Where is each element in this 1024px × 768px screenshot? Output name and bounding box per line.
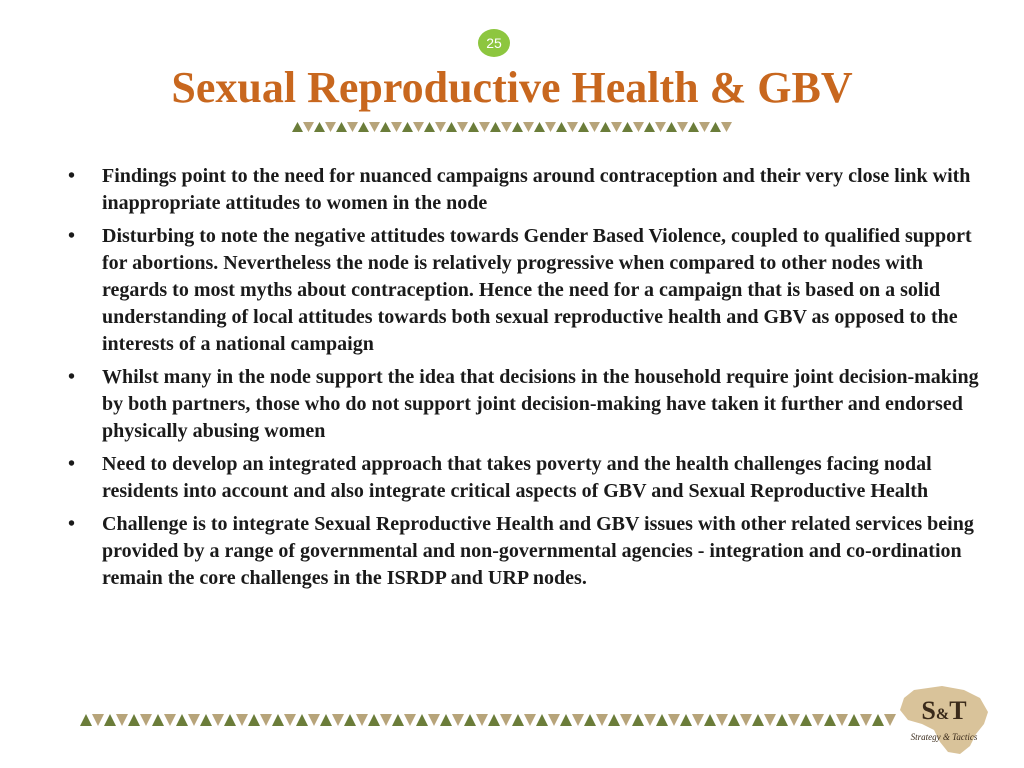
triangle-ornament	[284, 714, 296, 726]
triangle-ornament	[152, 714, 164, 726]
triangle-ornament	[358, 122, 369, 132]
triangle-ornament	[512, 714, 524, 726]
triangle-ornament	[176, 714, 188, 726]
triangle-ornament	[688, 122, 699, 132]
triangle-ornament	[413, 122, 424, 132]
triangle-ornament	[523, 122, 534, 132]
triangle-ornament	[632, 714, 644, 726]
triangle-ornament	[446, 122, 457, 132]
triangle-ornament	[764, 714, 776, 726]
triangle-ornament	[320, 714, 332, 726]
triangle-ornament	[344, 714, 356, 726]
triangle-ornament	[468, 122, 479, 132]
bullet-list	[68, 163, 988, 598]
slide-title: Sexual Reproductive Health & GBV	[171, 63, 853, 112]
triangle-ornament	[620, 714, 632, 726]
triangle-ornament	[380, 122, 391, 132]
triangle-ornament	[347, 122, 358, 132]
logo-letter-t: T	[949, 696, 967, 725]
triangle-ornament	[501, 122, 512, 132]
bottom-triangle-divider	[80, 714, 900, 726]
bullet-item: • Whilst many in the node support the idea that decisions in the household require joint decision-making by both partners, those who do not support joint decision-making have taken it further and endorsed physically abusing women	[68, 364, 988, 445]
triangle-ornament	[644, 122, 655, 132]
triangle-ornament	[260, 714, 272, 726]
company-logo	[884, 684, 1004, 756]
triangle-ornament	[380, 714, 392, 726]
triangle-ornament	[622, 122, 633, 132]
triangle-ornament	[424, 122, 435, 132]
triangle-ornament	[740, 714, 752, 726]
triangle-ornament	[272, 714, 284, 726]
triangle-ornament	[548, 714, 560, 726]
triangle-ornament	[812, 714, 824, 726]
triangle-ornament	[589, 122, 600, 132]
triangle-ornament	[325, 122, 336, 132]
triangle-ornament	[464, 714, 476, 726]
triangle-ornament	[248, 714, 260, 726]
triangle-ornament	[457, 122, 468, 132]
triangle-ornament	[391, 122, 402, 132]
triangle-ornament	[296, 714, 308, 726]
triangle-ornament	[80, 714, 92, 726]
triangle-ornament	[572, 714, 584, 726]
triangle-ornament	[611, 122, 622, 132]
triangle-ornament	[116, 714, 128, 726]
triangle-ornament	[476, 714, 488, 726]
triangle-ornament	[677, 122, 688, 132]
triangle-ornament	[188, 714, 200, 726]
triangle-ornament	[848, 714, 860, 726]
triangle-ornament	[369, 122, 380, 132]
triangle-ornament	[534, 122, 545, 132]
triangle-ornament	[336, 122, 347, 132]
bullet-item: • Disturbing to note the negative attitudes towards Gender Based Violence, coupled to qualified support for abortions. Nevertheless the node is relatively progressive when compared to other nodes with regards to most myths about contraception. Hence the need for a campaign that is based on a solid understanding of local attitudes towards both sexual reproductive health and GBV as opposed to the interests of a national campaign	[68, 223, 988, 358]
triangle-ornament	[140, 714, 152, 726]
triangle-ornament	[699, 122, 710, 132]
triangle-ornament	[435, 122, 446, 132]
triangle-ornament	[224, 714, 236, 726]
triangle-ornament	[644, 714, 656, 726]
logo-wordmark	[884, 696, 1004, 726]
triangle-ornament	[392, 714, 404, 726]
triangle-ornament	[292, 122, 303, 132]
triangle-ornament	[728, 714, 740, 726]
triangle-ornament	[500, 714, 512, 726]
triangle-ornament	[332, 714, 344, 726]
triangle-ornament	[788, 714, 800, 726]
triangle-ornament	[600, 122, 611, 132]
triangle-ornament	[668, 714, 680, 726]
logo-tagline: Strategy & Tactics	[910, 732, 978, 742]
triangle-ornament	[692, 714, 704, 726]
triangle-ornament	[488, 714, 500, 726]
triangle-ornament	[567, 122, 578, 132]
logo-letter-s: S	[921, 696, 936, 725]
triangle-ornament	[633, 122, 644, 132]
triangle-ornament	[490, 122, 501, 132]
triangle-ornament	[92, 714, 104, 726]
triangle-ornament	[212, 714, 224, 726]
triangle-ornament	[164, 714, 176, 726]
triangle-ornament	[524, 714, 536, 726]
triangle-ornament	[656, 714, 668, 726]
triangle-ornament	[440, 714, 452, 726]
triangle-ornament	[716, 714, 728, 726]
triangle-ornament	[752, 714, 764, 726]
triangle-ornament	[578, 122, 589, 132]
triangle-ornament	[584, 714, 596, 726]
triangle-ornament	[776, 714, 788, 726]
triangle-ornament	[710, 122, 721, 132]
triangle-ornament	[556, 122, 567, 132]
triangle-ornament	[596, 714, 608, 726]
triangle-ornament	[402, 122, 413, 132]
triangle-ornament	[128, 714, 140, 726]
triangle-ornament	[560, 714, 572, 726]
bullet-item: • Need to develop an integrated approach that takes poverty and the health challenges facing nodal residents into account and also integrate critical aspects of GBV and Sexual Reproductive Health	[68, 451, 988, 505]
top-triangle-divider	[292, 122, 732, 132]
triangle-ornament	[200, 714, 212, 726]
triangle-ornament	[666, 122, 677, 132]
page-number-badge: 25	[478, 29, 510, 57]
bullet-item: • Challenge is to integrate Sexual Reproductive Health and GBV issues with other related services being provided by a range of governmental and non-governmental agencies - integration and co-ordination remain the core challenges in the ISRDP and URP nodes.	[68, 511, 988, 592]
triangle-ornament	[721, 122, 732, 132]
triangle-ornament	[800, 714, 812, 726]
triangle-ornament	[104, 714, 116, 726]
triangle-ornament	[512, 122, 523, 132]
triangle-ornament	[368, 714, 380, 726]
triangle-ornament	[655, 122, 666, 132]
triangle-ornament	[608, 714, 620, 726]
logo-ampersand: &	[935, 706, 950, 723]
triangle-ornament	[428, 714, 440, 726]
triangle-ornament	[452, 714, 464, 726]
triangle-ornament	[416, 714, 428, 726]
triangle-ornament	[536, 714, 548, 726]
triangle-ornament	[404, 714, 416, 726]
bullet-item: • Findings point to the need for nuanced campaigns around contraception and their very close link with inappropriate attitudes to women in the node	[68, 163, 988, 217]
triangle-ornament	[356, 714, 368, 726]
triangle-ornament	[872, 714, 884, 726]
triangle-ornament	[824, 714, 836, 726]
triangle-ornament	[836, 714, 848, 726]
triangle-ornament	[308, 714, 320, 726]
triangle-ornament	[704, 714, 716, 726]
triangle-ornament	[303, 122, 314, 132]
triangle-ornament	[479, 122, 490, 132]
triangle-ornament	[314, 122, 325, 132]
triangle-ornament	[236, 714, 248, 726]
triangle-ornament	[545, 122, 556, 132]
triangle-ornament	[680, 714, 692, 726]
triangle-ornament	[860, 714, 872, 726]
